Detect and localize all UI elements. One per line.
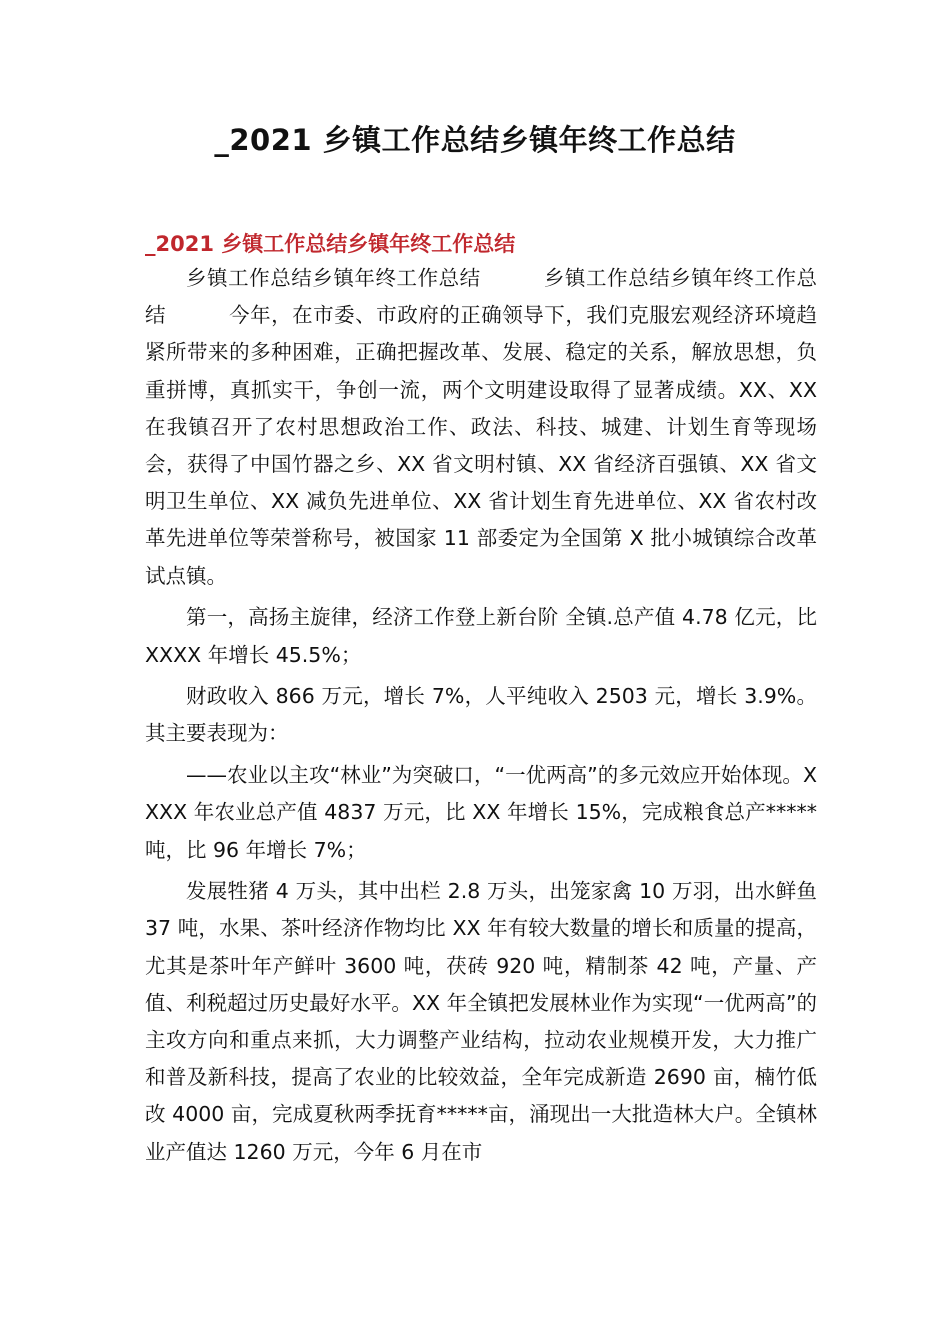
document-title: _2021 乡镇工作总结乡镇年终工作总结 [214, 123, 736, 157]
section-heading: _2021 乡镇工作总结乡镇年终工作总结 [145, 232, 516, 256]
paragraph-intro: 乡镇工作总结乡镇年终工作总结 乡镇工作总结乡镇年终工作总结 今年，在市委、市政府的正确领导下，我们克服宏观经济环境趋紧所带来的多种困难，正确把握改革、发展、稳定的关系，解放思想，负重拼博，真抓实干，争创一流，两个文明建设取得了显著成绩。XX、XX 在我镇召开了农村思想政治工作、政法、科技、城建、计划生育等现场会，获得了中国竹器之乡、XX 省文明村镇、XX 省经济百强镇、XX 省文明卫生单位、XX 减负先进单位、XX 省计划生育先进单位、XX 省农村改革先进单位等荣誉称号，被国家 11 部委定为全国第 X 批小城镇综合改革试点镇。 [145, 266, 817, 588]
document-body [145, 230, 817, 1175]
paragraph-agriculture: ——农业以主攻“林业”为突破口，“一优两高”的多元效应开始体现。XXXX 年农业总产值 4837 万元，比 XX 年增长 15%，完成粮食总产*****吨，比 96 年增长 7%； [145, 763, 817, 862]
paragraph-finance: 财政收入 866 万元，增长 7%，人平纯收入 2503 元，增长 3.9%。其主要表现为： [145, 684, 817, 746]
paragraph-livestock-forestry: 发展牲猪 4 万头，其中出栏 2.8 万头，出笼家禽 10 万羽，出水鲜鱼 37 吨，水果、茶叶经济作物均比 XX 年有较大数量的增长和质量的提高，尤其是茶叶年产鲜叶 3600 吨，茯砖 920 吨，精制茶 42 吨，产量、产值、利税超过历史最好水平。XX 年全镇把发展林业作为实现“一优两高”的主攻方向和重点来抓，大力调整产业结构，拉动农业规模开发，大力推广和普及新科技，提高了农业的比较效益，全年完成新造 2690 亩，楠竹低改 4000 亩，完成夏秋两季抚育*****亩，涌现出一大批造林大户。全镇林业产值达 1260 万元，今年 6 月在市 [145, 879, 817, 1164]
paragraph-economy: 第一，高扬主旋律，经济工作登上新台阶 全镇.总产值 4.78 亿元，比 XXXX 年增长 45.5%； [145, 605, 817, 667]
